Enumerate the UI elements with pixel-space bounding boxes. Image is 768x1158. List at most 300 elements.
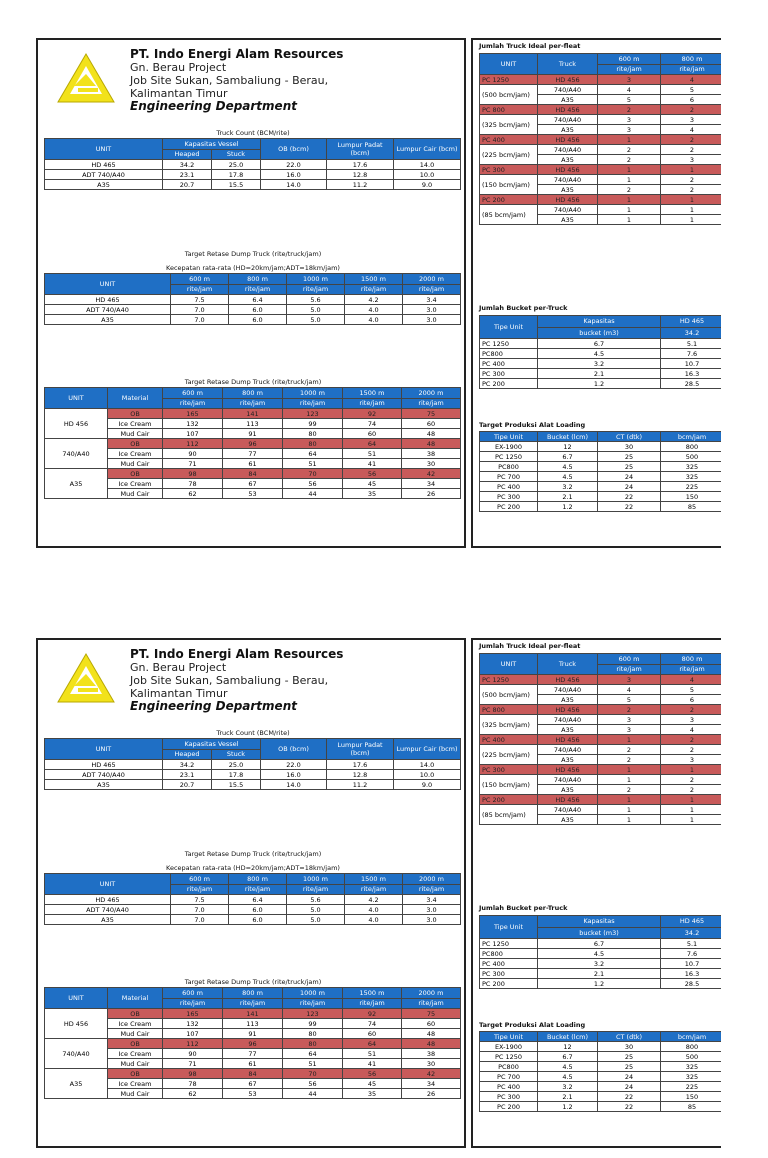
table-cell: 2: [598, 105, 661, 115]
header-truck: Truck: [538, 654, 598, 675]
table-cell: 20.7: [163, 180, 212, 190]
table-cell: 2: [661, 135, 722, 145]
header-tipe-unit: Tipe Unit: [480, 316, 538, 339]
table-cell: 3: [598, 125, 661, 135]
table-cell: HD 456: [45, 409, 108, 439]
table-cell: 325: [661, 472, 722, 482]
table-cell: 14.0: [261, 180, 327, 190]
table-cell: 3.2: [538, 1082, 598, 1092]
header-unit: UNIT: [45, 988, 108, 1009]
table-cell: 90: [163, 1049, 223, 1059]
bucket-title: Jumlah Bucket per-Truck: [479, 304, 568, 312]
table-cell: 64: [283, 1049, 343, 1059]
table-cell: 16.3: [661, 969, 722, 979]
table-cell: 60: [343, 1029, 402, 1039]
table-cell: 3.0: [403, 905, 461, 915]
table-cell: PC 400: [480, 735, 538, 745]
table-cell: 35: [343, 489, 402, 499]
retase-title: Target Retase Dump Truck (rite/truck/jam): [184, 850, 322, 858]
table-cell: 12.8: [327, 170, 394, 180]
table-cell: 4.2: [345, 295, 403, 305]
retase-subtitle: Kecepatan rata-rata (HD=20km/jam;ADT=18km/jam): [166, 864, 340, 872]
company-header: [130, 48, 343, 113]
table-cell: 14.0: [261, 780, 327, 790]
table-row: [45, 1029, 461, 1039]
table-cell: 3: [661, 115, 722, 125]
table-row: [480, 175, 722, 185]
right-panel: [471, 638, 721, 1148]
table-cell: 17.6: [327, 760, 394, 770]
table-cell: 45: [343, 1079, 402, 1089]
header-dist: 600 m: [171, 874, 229, 885]
truck-count-title: Truck Count (BCM/rite): [216, 129, 290, 137]
table-cell: 71: [163, 459, 223, 469]
table-cell: 4: [598, 85, 661, 95]
table-cell: A35: [538, 125, 598, 135]
table-cell: Mud Cair: [108, 1059, 163, 1069]
table-cell: 1: [661, 165, 722, 175]
table-cell: 112: [163, 1039, 223, 1049]
table-cell: PC 400: [480, 359, 538, 369]
table-cell: 80: [283, 1029, 343, 1039]
table-cell: HD 456: [45, 1009, 108, 1039]
table-cell: PC 200: [480, 379, 538, 389]
table-cell: 92: [343, 1009, 402, 1019]
retase-material-title: Target Retase Dump Truck (rite/truck/jam): [184, 978, 322, 986]
table-cell: 85: [661, 502, 722, 512]
table-cell: 2: [661, 775, 722, 785]
table-cell: PC 1250: [480, 452, 538, 462]
header-rite: rite/jam: [598, 64, 661, 75]
table-cell: 10.0: [394, 770, 461, 780]
table-row: [480, 745, 722, 755]
table-cell: 2: [598, 185, 661, 195]
table-cell: 2: [598, 155, 661, 165]
table-cell: 107: [163, 429, 223, 439]
header-rite: rite/jam: [163, 398, 223, 409]
table-row: [480, 715, 722, 725]
table-cell: PC 400: [480, 482, 538, 492]
table-cell: 64: [283, 449, 343, 459]
table-cell: 4.0: [345, 305, 403, 315]
table-cell: 2: [661, 785, 722, 795]
table-row: [480, 462, 722, 472]
table-cell: PC 300: [480, 165, 538, 175]
table-cell: 2: [598, 755, 661, 765]
table-cell: 740/A40: [538, 745, 598, 755]
table-cell: 17.6: [327, 160, 394, 170]
truck-count-title: Truck Count (BCM/rite): [216, 729, 290, 737]
header-hd465-value: 34.2: [661, 927, 722, 939]
table-cell: 6: [661, 695, 722, 705]
table-cell: 325: [661, 462, 722, 472]
table-cell: 123: [283, 409, 343, 419]
table-cell: 44: [283, 1089, 343, 1099]
table-cell: 1: [598, 775, 661, 785]
left-panel: [36, 38, 466, 548]
table-cell: OB: [108, 1009, 163, 1019]
table-cell: PC 300: [480, 969, 538, 979]
header-unit: UNIT: [480, 654, 538, 675]
table-row: [480, 492, 722, 502]
header-bcm-jam: bcm/jam: [661, 432, 722, 442]
retase-material-table: [44, 387, 461, 499]
header-bucket-m3: bucket (m3): [538, 927, 661, 939]
table-row: [480, 805, 722, 815]
table-cell: 2: [661, 705, 722, 715]
table-cell: Ice Cream: [108, 1079, 163, 1089]
table-cell: 53: [223, 489, 283, 499]
table-cell: 51: [283, 1059, 343, 1069]
table-cell: 113: [223, 1019, 283, 1029]
table-cell: HD 456: [538, 765, 598, 775]
table-cell: 141: [223, 1009, 283, 1019]
table-cell: A35: [538, 755, 598, 765]
table-cell: 4: [661, 125, 722, 135]
table-cell: 1: [661, 805, 722, 815]
table-cell: 1: [598, 805, 661, 815]
header-dist: 800 m: [229, 874, 287, 885]
header-dist: 600 m: [163, 388, 223, 399]
table-cell: 22.0: [261, 160, 327, 170]
table-cell: 1: [661, 205, 722, 215]
header-dist: 1000 m: [287, 874, 345, 885]
table-cell: 112: [163, 439, 223, 449]
table-cell: 22: [598, 1092, 661, 1102]
table-cell: 80: [283, 439, 343, 449]
table-cell: 6.7: [538, 939, 661, 949]
header-dist: 1000 m: [283, 388, 343, 399]
table-cell: 44: [283, 489, 343, 499]
table-cell: 90: [163, 449, 223, 459]
table-cell: 4: [661, 75, 722, 85]
table-cell: 77: [223, 1049, 283, 1059]
table-cell: 60: [402, 1019, 461, 1029]
table-cell: 22: [598, 502, 661, 512]
site-line-1: Job Site Sukan, Sambaliung - Berau,: [130, 74, 329, 87]
table-cell: 1: [598, 205, 661, 215]
table-cell: 1.2: [538, 1102, 598, 1112]
table-cell: 48: [402, 429, 461, 439]
table-cell: 2: [598, 745, 661, 755]
table-cell: 24: [598, 1072, 661, 1082]
table-cell: 1: [598, 165, 661, 175]
table-cell: 38: [402, 1049, 461, 1059]
table-cell: 35: [343, 1089, 402, 1099]
table-row: [480, 685, 722, 695]
header-rite: rite/jam: [171, 884, 229, 895]
header-dist: 600 m: [163, 988, 223, 999]
table-cell: 1.2: [538, 502, 598, 512]
table-cell: HD 456: [538, 165, 598, 175]
header-dist: 800 m: [661, 54, 722, 65]
table-cell: 225: [661, 482, 722, 492]
site-line-2: Kalimantan Timur: [130, 87, 228, 100]
table-cell: 53: [223, 1089, 283, 1099]
header-rite: rite/jam: [402, 998, 461, 1009]
table-cell: 5: [661, 85, 722, 95]
table-cell: 70: [283, 1069, 343, 1079]
table-row: [480, 705, 722, 715]
table-cell: 2: [661, 145, 722, 155]
table-cell: 500: [661, 1052, 722, 1062]
table-cell: 7.0: [171, 305, 229, 315]
table-cell: OB: [108, 409, 163, 419]
table-cell: 740/A40: [538, 145, 598, 155]
table-row: [480, 1042, 722, 1052]
table-cell: (500 bcm/jam): [480, 685, 538, 705]
header-rite: rite/jam: [345, 284, 403, 295]
header-rite: rite/jam: [403, 884, 461, 895]
header-rite: rite/jam: [287, 884, 345, 895]
produksi-title: Target Produksi Alat Loading: [479, 421, 586, 429]
table-cell: 325: [661, 1072, 722, 1082]
table-cell: PC 400: [480, 959, 538, 969]
table-cell: 9.0: [394, 780, 461, 790]
table-cell: PC800: [480, 349, 538, 359]
table-row: [45, 409, 461, 419]
table-cell: 1: [661, 795, 722, 805]
table-cell: 3.0: [403, 315, 461, 325]
table-cell: 3: [661, 755, 722, 765]
table-cell: 150: [661, 1092, 722, 1102]
table-cell: 4.0: [345, 905, 403, 915]
table-cell: 4.5: [538, 1072, 598, 1082]
table-cell: 77: [223, 449, 283, 459]
table-cell: 38: [402, 449, 461, 459]
table-row: [45, 459, 461, 469]
table-cell: Mud Cair: [108, 489, 163, 499]
table-row: [480, 502, 722, 512]
table-cell: 7.0: [171, 915, 229, 925]
table-cell: 3: [598, 115, 661, 125]
table-row: [480, 1052, 722, 1062]
table-cell: OB: [108, 1069, 163, 1079]
table-cell: 56: [343, 1069, 402, 1079]
header-material: Material: [108, 988, 163, 1009]
table-cell: 34.2: [163, 160, 212, 170]
table-cell: 2.1: [538, 1092, 598, 1102]
header-dist: 800 m: [223, 388, 283, 399]
table-cell: A35: [538, 785, 598, 795]
table-cell: 123: [283, 1009, 343, 1019]
table-cell: PC 400: [480, 135, 538, 145]
table-cell: PC 1250: [480, 675, 538, 685]
header-rite: rite/jam: [163, 998, 223, 1009]
header-rite: rite/jam: [345, 884, 403, 895]
table-row: [480, 979, 722, 989]
table-cell: 34.2: [163, 760, 212, 770]
retase-speed-table: [44, 273, 461, 325]
table-cell: 6.0: [229, 915, 287, 925]
table-row: [45, 439, 461, 449]
table-cell: 99: [283, 419, 343, 429]
table-cell: ADT 740/A40: [45, 770, 163, 780]
table-row: [45, 489, 461, 499]
header-tipe-unit: Tipe Unit: [480, 432, 538, 442]
table-cell: 84: [223, 469, 283, 479]
table-cell: 51: [343, 1049, 402, 1059]
table-cell: 6.7: [538, 339, 661, 349]
table-row: [45, 469, 461, 479]
table-cell: (85 bcm/jam): [480, 205, 538, 225]
table-cell: 800: [661, 1042, 722, 1052]
table-cell: PC 1250: [480, 75, 538, 85]
table-cell: 26: [402, 1089, 461, 1099]
header-kapasitas: Kapasitas: [538, 916, 661, 928]
table-row: [480, 75, 722, 85]
table-cell: 3.4: [403, 895, 461, 905]
table-cell: 74: [343, 1019, 402, 1029]
table-cell: PC 300: [480, 369, 538, 379]
table-cell: PC 200: [480, 979, 538, 989]
table-cell: 4.5: [538, 1062, 598, 1072]
table-cell: 225: [661, 1082, 722, 1092]
table-cell: 150: [661, 492, 722, 502]
table-cell: (225 bcm/jam): [480, 745, 538, 765]
table-cell: 4.5: [538, 472, 598, 482]
table-cell: 23.1: [163, 770, 212, 780]
table-cell: 25.0: [212, 160, 261, 170]
header-tipe-unit: Tipe Unit: [480, 916, 538, 939]
table-row: [480, 959, 722, 969]
header-dist: 800 m: [661, 654, 722, 665]
table-cell: 4.5: [538, 349, 661, 359]
table-cell: 22.0: [261, 760, 327, 770]
table-cell: 30: [402, 1059, 461, 1069]
bucket-table: [479, 315, 721, 389]
table-cell: PC 300: [480, 1092, 538, 1102]
table-cell: PC 700: [480, 472, 538, 482]
table-cell: A35: [538, 95, 598, 105]
header-rite: rite/jam: [598, 664, 661, 675]
table-cell: 3.0: [403, 305, 461, 315]
table-row: [45, 295, 461, 305]
table-cell: 14.0: [394, 760, 461, 770]
table-cell: 10.7: [661, 359, 722, 369]
table-cell: 3: [661, 155, 722, 165]
worksheet-page: [0, 638, 768, 1158]
table-cell: 71: [163, 1059, 223, 1069]
table-cell: 3.0: [403, 915, 461, 925]
table-cell: Ice Cream: [108, 419, 163, 429]
table-cell: 3: [598, 75, 661, 85]
table-cell: 3.2: [538, 359, 661, 369]
table-cell: HD 465: [45, 895, 171, 905]
table-cell: 5.6: [287, 295, 345, 305]
table-cell: HD 465: [45, 160, 163, 170]
table-cell: 4.5: [538, 462, 598, 472]
table-cell: 67: [223, 479, 283, 489]
company-logo-icon: [56, 652, 116, 704]
table-cell: 10.0: [394, 170, 461, 180]
table-cell: 51: [283, 459, 343, 469]
table-cell: Mud Cair: [108, 1089, 163, 1099]
table-cell: 16.3: [661, 369, 722, 379]
table-row: [480, 369, 722, 379]
table-cell: 26: [402, 489, 461, 499]
table-cell: 74: [343, 419, 402, 429]
project-name: Gn. Berau Project: [130, 661, 227, 674]
table-cell: 165: [163, 409, 223, 419]
table-row: [480, 795, 722, 805]
table-cell: 25: [598, 462, 661, 472]
table-row: [480, 359, 722, 369]
table-cell: (325 bcm/jam): [480, 115, 538, 135]
header-struck: Stuck: [212, 749, 261, 760]
header-rite: rite/jam: [661, 64, 722, 75]
company-logo-icon: [56, 52, 116, 104]
table-cell: 5: [598, 95, 661, 105]
header-rite: rite/jam: [171, 284, 229, 295]
table-cell: 2.1: [538, 969, 661, 979]
table-row: [45, 449, 461, 459]
table-row: [480, 1062, 722, 1072]
header-truck: Truck: [538, 54, 598, 75]
table-cell: PC 1250: [480, 339, 538, 349]
table-cell: 30: [402, 459, 461, 469]
table-cell: 67: [223, 1079, 283, 1089]
header-hd465-value: 34.2: [661, 327, 722, 339]
table-cell: (150 bcm/jam): [480, 175, 538, 195]
table-cell: 1: [598, 195, 661, 205]
table-cell: Ice Cream: [108, 449, 163, 459]
header-dist: 1500 m: [345, 274, 403, 285]
table-cell: 61: [223, 459, 283, 469]
table-cell: 48: [402, 1039, 461, 1049]
table-cell: PC 700: [480, 1072, 538, 1082]
header-bucket-lcm: Bucket (lcm): [538, 1032, 598, 1042]
table-cell: A35: [538, 725, 598, 735]
table-row: [45, 479, 461, 489]
header-dist: 600 m: [171, 274, 229, 285]
header-dist: 800 m: [229, 274, 287, 285]
table-cell: 1: [598, 215, 661, 225]
table-cell: PC 200: [480, 795, 538, 805]
right-panel: [471, 38, 721, 548]
table-cell: 75: [402, 409, 461, 419]
table-cell: 740/A40: [538, 715, 598, 725]
table-cell: 6.0: [229, 305, 287, 315]
table-cell: 4: [661, 675, 722, 685]
table-row: [480, 339, 722, 349]
table-cell: 92: [343, 409, 402, 419]
table-cell: HD 456: [538, 705, 598, 715]
table-cell: 6.7: [538, 452, 598, 462]
table-cell: 3.2: [538, 482, 598, 492]
table-row: [45, 905, 461, 915]
table-row: [480, 165, 722, 175]
table-cell: 28.5: [661, 379, 722, 389]
table-cell: 740/A40: [45, 1039, 108, 1069]
header-rite: rite/jam: [283, 998, 343, 1009]
table-cell: 6: [661, 95, 722, 105]
table-cell: 48: [402, 439, 461, 449]
table-cell: 1: [661, 765, 722, 775]
header-struck: Stuck: [212, 149, 261, 160]
table-cell: HD 465: [45, 295, 171, 305]
table-cell: 78: [163, 479, 223, 489]
table-cell: PC 400: [480, 1082, 538, 1092]
ideal-title: Jumlah Truck Ideal per-fleat: [479, 42, 581, 50]
header-rite: rite/jam: [402, 398, 461, 409]
table-cell: 24: [598, 1082, 661, 1092]
table-cell: 6.7: [538, 1052, 598, 1062]
table-cell: 64: [343, 1039, 402, 1049]
header-unit: UNIT: [480, 54, 538, 75]
table-cell: PC 800: [480, 705, 538, 715]
header-kapasitas: Kapasitas Vessel: [163, 139, 261, 150]
